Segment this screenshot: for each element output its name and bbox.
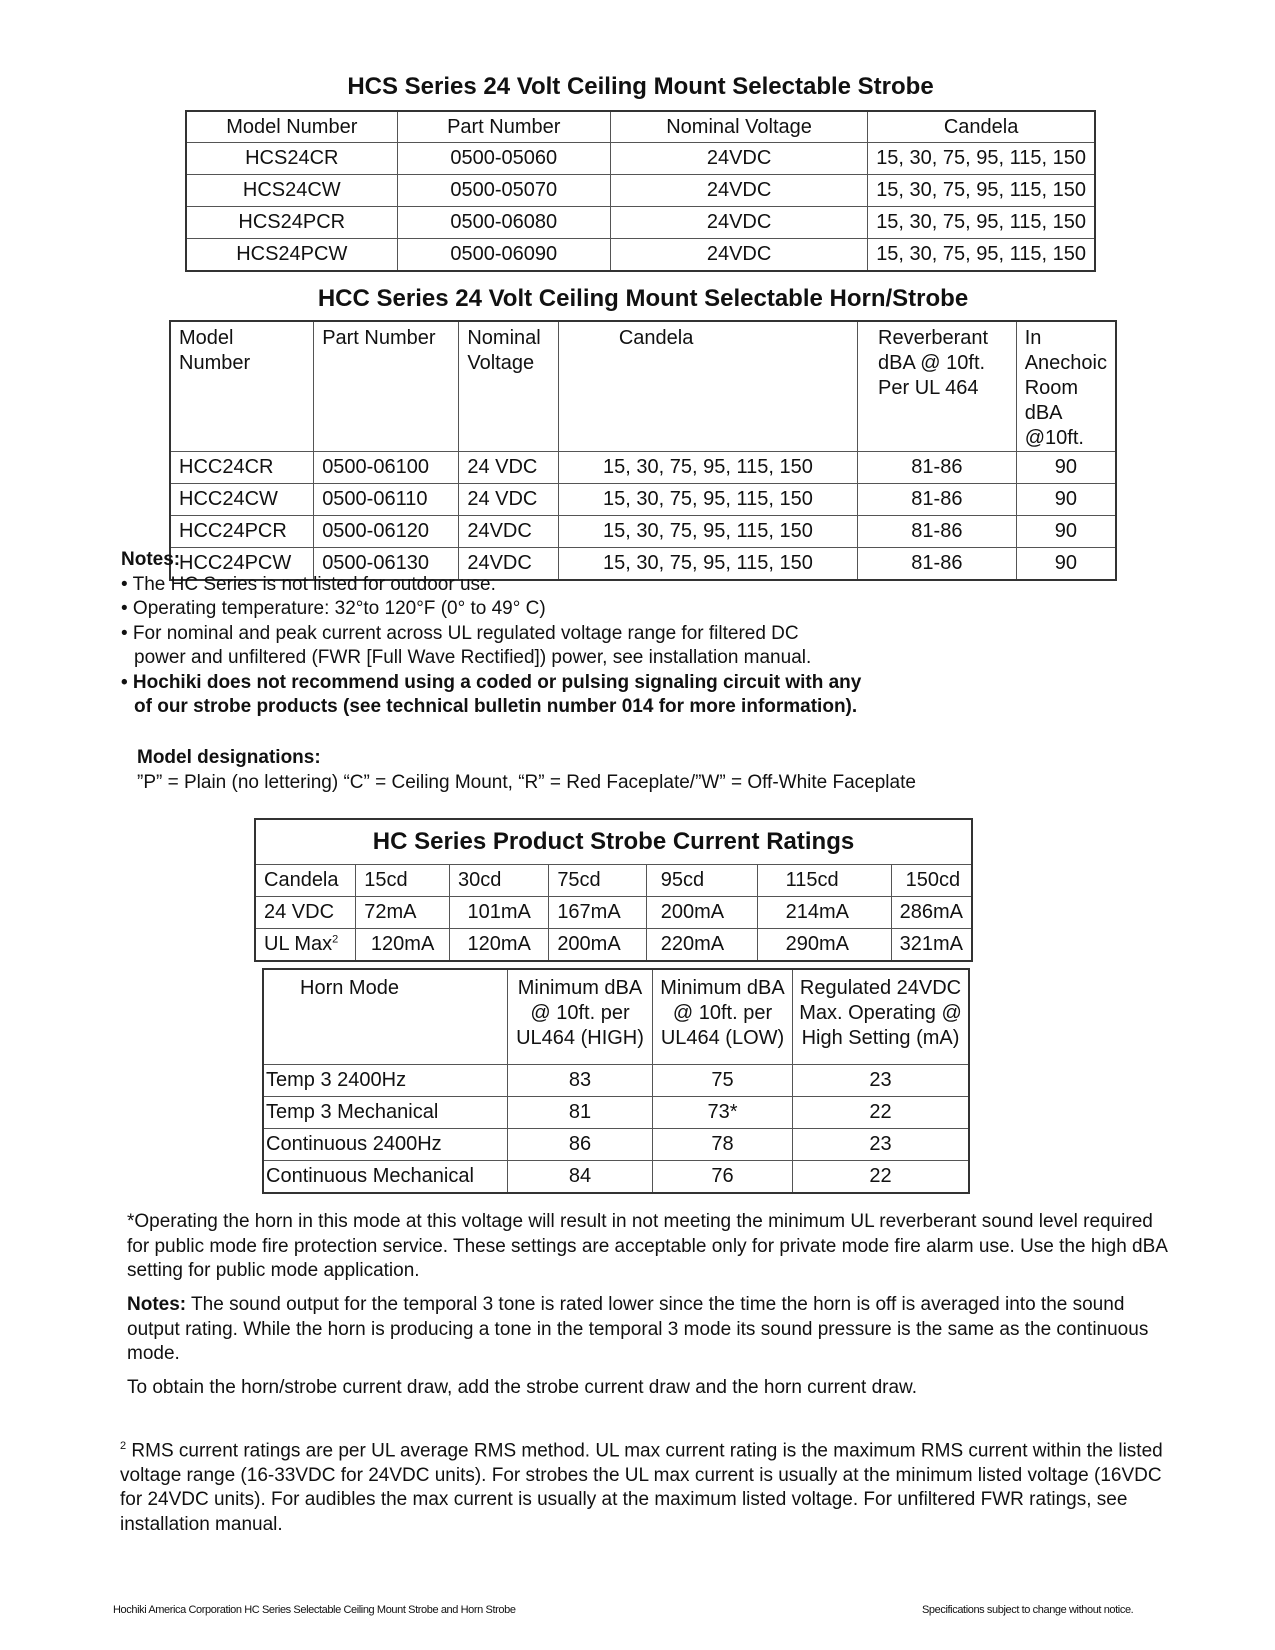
column-header: Reverberant dBA @ 10ft. Per UL 464 [858,321,1017,452]
column-header: Candela [868,111,1095,143]
model-number: HCC24CW [170,484,314,516]
note-item: • Operating temperature: 32°to 120°F (0° to 49° C) [121,598,546,619]
note-item-continued: power and unfiltered (FWR [Full Wave Rectified]) power, see installation manual. [134,647,812,668]
model-number: HCS24PCR [186,207,397,239]
horn-mode: Continuous Mechanical [263,1161,508,1194]
rms-footnote [120,1434,1180,1537]
table-row [170,484,1116,516]
table-row [170,452,1116,484]
row-label: 24 VDC [255,897,356,929]
candela: 15, 30, 75, 95, 115, 150 [558,484,857,516]
min-dba-low: 75 [653,1065,793,1097]
nominal-voltage: 24VDC [610,143,867,175]
footnote-marker: 2 [120,1440,127,1452]
model-number: HCC24PCR [170,516,314,548]
min-dba-high: 81 [508,1097,653,1129]
candela: 15, 30, 75, 95, 115, 150 [868,239,1095,272]
table-row [255,865,972,897]
horn-mode-table [262,968,970,1194]
model-designations [137,746,916,795]
current-draw-note: To obtain the horn/strobe current draw, add the strobe current draw and the horn current draw. [127,1377,918,1398]
table-row [263,1129,969,1161]
table-row [255,929,972,962]
nominal-voltage: 24VDC [610,239,867,272]
column-header: Part Number [397,111,610,143]
horn-mode: Temp 3 2400Hz [263,1065,508,1097]
footer-left: Hochiki America Corporation HC Series Selectable Ceiling Mount Strobe and Horn Strobe [113,1604,516,1616]
note-item: • The HC Series is not listed for outdoor use. [121,573,496,595]
model-number: HCS24PCW [186,239,397,272]
strobe-current-table [254,818,973,962]
nominal-voltage: 24 VDC [459,452,559,484]
column-header: Candela [558,321,857,452]
nominal-voltage: 24VDC [610,207,867,239]
current-value: 120mA [450,929,549,962]
part-number: 0500-05060 [397,143,610,175]
current-value: 321mA [891,929,972,962]
anechoic-dba: 90 [1016,452,1116,484]
note-item-warning: • Hochiki does not recommend using a coded or pulsing signaling circuit with any [121,671,862,693]
designations-heading: Model designations: [137,747,321,768]
part-number: 0500-06130 [314,548,459,581]
candela: 15, 30, 75, 95, 115, 150 [558,516,857,548]
notes-text: The sound output for the temporal 3 tone is rated lower since the time the horn is off is averaged into the sound output rating. While the horn is producing a tone in the temporal 3 mode its sound pressure is the same as the continuous mode. [127,1294,1149,1364]
table-header-row [186,111,1095,143]
current-value: 200mA [646,897,757,929]
candela: 15, 30, 75, 95, 115, 150 [868,207,1095,239]
part-number: 0500-06100 [314,452,459,484]
part-number: 0500-06090 [397,239,610,272]
reverberant-dba: 81-86 [858,484,1017,516]
table-row [186,175,1095,207]
temporal-notes [127,1293,1167,1367]
reverberant-dba: 81-86 [858,548,1017,581]
part-number: 0500-05070 [397,175,610,207]
table-row [186,239,1095,272]
candela-value: 95cd [646,865,757,897]
note-item: • For nominal and peak current across UL regulated voltage range for filtered DC [121,622,799,644]
min-dba-high: 83 [508,1065,653,1097]
part-number: 0500-06120 [314,516,459,548]
row-label-ul-max [255,929,356,962]
part-number: 0500-06080 [397,207,610,239]
column-header: Nominal Voltage [610,111,867,143]
model-number: HCS24CR [186,143,397,175]
max-operating-current: 23 [793,1129,970,1161]
part-number: 0500-06110 [314,484,459,516]
min-dba-low: 73* [653,1097,793,1129]
current-value: 286mA [891,897,972,929]
candela-value: 150cd [891,865,972,897]
notes-section [121,548,1021,720]
column-header: Minimum dBA @ 10ft. per UL464 (LOW) [653,969,793,1065]
footnote-text: RMS current ratings are per UL average RMS method. UL max current rating is the maximum RMS current within the listed voltage range (16-33VDC for 24VDC units). For strobes the UL max current is usually at the minimum listed voltage (16VDC for 24VDC units). For audibles the max current is usually at the maximum listed voltage. For unfiltered FWR ratings, see installation manual. [120,1440,1163,1535]
candela-value: 15cd [356,865,450,897]
model-number: HCC24CR [170,452,314,484]
footnote-ref: 2 [332,933,339,946]
candela: 15, 30, 75, 95, 115, 150 [558,548,857,581]
column-header: In Anechoic Room dBA @10ft. [1016,321,1116,452]
current-value: 72mA [356,897,450,929]
min-dba-low: 78 [653,1129,793,1161]
column-header: Part Number [314,321,459,452]
hcs-table [185,110,1096,272]
nominal-voltage: 24 VDC [459,484,559,516]
current-value: 101mA [450,897,549,929]
candela-value: 30cd [450,865,549,897]
horn-mode: Temp 3 Mechanical [263,1097,508,1129]
table-header-row [263,969,969,1065]
table-row [255,897,972,929]
asterisk-note: *Operating the horn in this mode at this voltage will result in not meeting the minimum UL reverberant sound level required for public mode fire protection service. These settings are acceptable only for private mode fire alarm use. Use the high dBA setting for public mode application. [127,1211,1167,1281]
min-dba-high: 86 [508,1129,653,1161]
column-header: Model Number [170,321,314,452]
anechoic-dba: 90 [1016,484,1116,516]
column-header: Horn Mode [263,969,508,1065]
candela-value: 75cd [549,865,646,897]
notes-label: Notes: [127,1294,187,1315]
column-header: Minimum dBA @ 10ft. per UL464 (HIGH) [508,969,653,1065]
nominal-voltage: 24VDC [459,516,559,548]
model-number: HCS24CW [186,175,397,207]
current-value: 220mA [646,929,757,962]
strobe-current-title: HC Series Product Strobe Current Ratings [255,819,972,865]
hcc-table [169,320,1117,581]
row-label: UL Max [264,933,333,955]
nominal-voltage: 24VDC [610,175,867,207]
column-header: Model Number [186,111,397,143]
notes-heading: Notes: [121,549,181,570]
current-value: 200mA [549,929,646,962]
footer-right: Specifications subject to change without notice. [922,1604,1134,1616]
candela: 15, 30, 75, 95, 115, 150 [558,452,857,484]
table-row [186,207,1095,239]
min-dba-high: 84 [508,1161,653,1194]
current-value: 214mA [757,897,891,929]
min-dba-low: 76 [653,1161,793,1194]
max-operating-current: 23 [793,1065,970,1097]
current-value: 120mA [356,929,450,962]
horn-mode: Continuous 2400Hz [263,1129,508,1161]
candela: 15, 30, 75, 95, 115, 150 [868,143,1095,175]
note-item-warning-continued: of our strobe products (see technical bulletin number 014 for more information). [134,696,858,717]
column-header: Nominal Voltage [459,321,559,452]
reverberant-dba: 81-86 [858,516,1017,548]
table-header-row [170,321,1116,452]
column-header: Regulated 24VDC Max. Operating @ High Setting (mA) [793,969,970,1065]
anechoic-dba: 90 [1016,548,1116,581]
max-operating-current: 22 [793,1161,970,1194]
hcs-table-title: HCS Series 24 Volt Ceiling Mount Selectable Strobe [347,73,934,100]
model-number: HCC24PCW [170,548,314,581]
max-operating-current: 22 [793,1097,970,1129]
candela-value: 115cd [757,865,891,897]
current-value: 167mA [549,897,646,929]
anechoic-dba: 90 [1016,516,1116,548]
row-label: Candela [255,865,356,897]
table-row [263,1097,969,1129]
designations-text: ”P” = Plain (no lettering) “C” = Ceiling Mount, “R” = Red Faceplate/”W” = Off-White Faceplate [137,771,916,793]
reverberant-dba: 81-86 [858,452,1017,484]
table-row [170,516,1116,548]
hcc-table-title: HCC Series 24 Volt Ceiling Mount Selectable Horn/Strobe [317,285,969,312]
table-row [263,1161,969,1194]
current-value: 290mA [757,929,891,962]
table-row [186,143,1095,175]
nominal-voltage: 24VDC [459,548,559,581]
candela: 15, 30, 75, 95, 115, 150 [868,175,1095,207]
table-row [263,1065,969,1097]
